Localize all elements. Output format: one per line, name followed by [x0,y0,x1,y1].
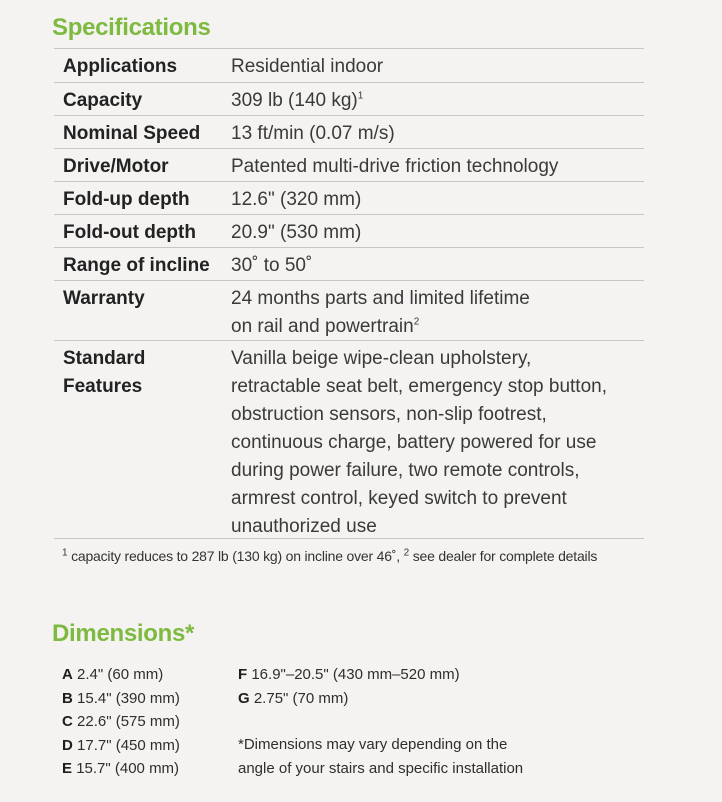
spec-label: Applications [63,56,178,77]
spec-row-standard-features [54,341,644,539]
dimension-item: D 17.7" (450 mm) [62,736,180,754]
spec-row-fold-up-depth [54,182,644,215]
dimension-item: A 2.4" (60 mm) [62,666,164,683]
dimensions-list-right [238,663,460,710]
spec-row-fold-out-depth [54,215,644,248]
spec-value: Patented multi-drive friction technology [231,156,559,177]
spec-label: Capacity [63,90,143,111]
spec-value: 13 ft/min (0.07 m/s) [231,123,395,144]
spec-value: 30˚ to 50˚ [231,255,313,276]
spec-label: Fold-up depth [63,189,190,210]
spec-label: Fold-out depth [63,222,196,243]
spec-label: Drive/Motor [63,156,169,177]
spec-row-nominal-speed [54,116,644,149]
spec-value: Vanilla beige wipe-clean upholstery, retractable seat belt, emergency stop button, obstruction sensors, non-slip footrest, continuous charge, battery powered for use during power failure, two remote controls, armrest control, keyed switch to prevent unauthorized use [231,348,607,537]
spec-label: Nominal Speed [63,123,201,144]
dimension-item: E 15.7" (400 mm) [62,760,180,777]
spec-value: 309 lb (140 kg)$^1$ [231,90,364,111]
specifications-table [54,48,644,539]
footnote-marker: 1 [357,90,364,102]
spec-row-drive-motor [54,149,644,182]
footnote-marker: 2 [413,316,420,328]
specifications-footnote: $^1$ capacity reduces to 287 lb (130 kg) on incline over 46˚, $^2$ see dealer for complete details [62,547,598,564]
spec-row-warranty [54,281,644,341]
dimension-item: C 22.6" (575 mm) [62,713,180,730]
dimension-item: F 16.9"–20.5" (430 mm–520 mm) [238,666,460,683]
footnote-marker: 1 [62,547,68,559]
spec-row-capacity [54,83,644,116]
dimensions-note: *Dimensions may vary depending on the angle of your stairs and specific installation [238,736,524,777]
spec-value: 20.9" (530 mm) [231,222,362,243]
dimensions-list-left [62,663,180,781]
dimension-item: G 2.75" (70 mm) [238,689,349,707]
spec-value: 12.6" (320 mm) [231,189,362,210]
spec-row-applications [54,49,644,83]
spec-row-range-of-incline [54,248,644,281]
spec-label: Warranty [63,288,145,309]
specifications-heading: Specifications [52,14,211,41]
spec-value: Residential indoor [231,56,384,77]
footnote-marker: 2 [403,547,410,559]
dimension-item: B 15.4" (390 mm) [62,689,180,707]
spec-value: 24 months parts and limited lifetime on rail and powertrain$^2$ [231,288,530,337]
spec-label: Standard Features [63,348,146,397]
spec-label: Range of incline [63,255,210,276]
dimensions-heading: Dimensions* [52,620,195,647]
